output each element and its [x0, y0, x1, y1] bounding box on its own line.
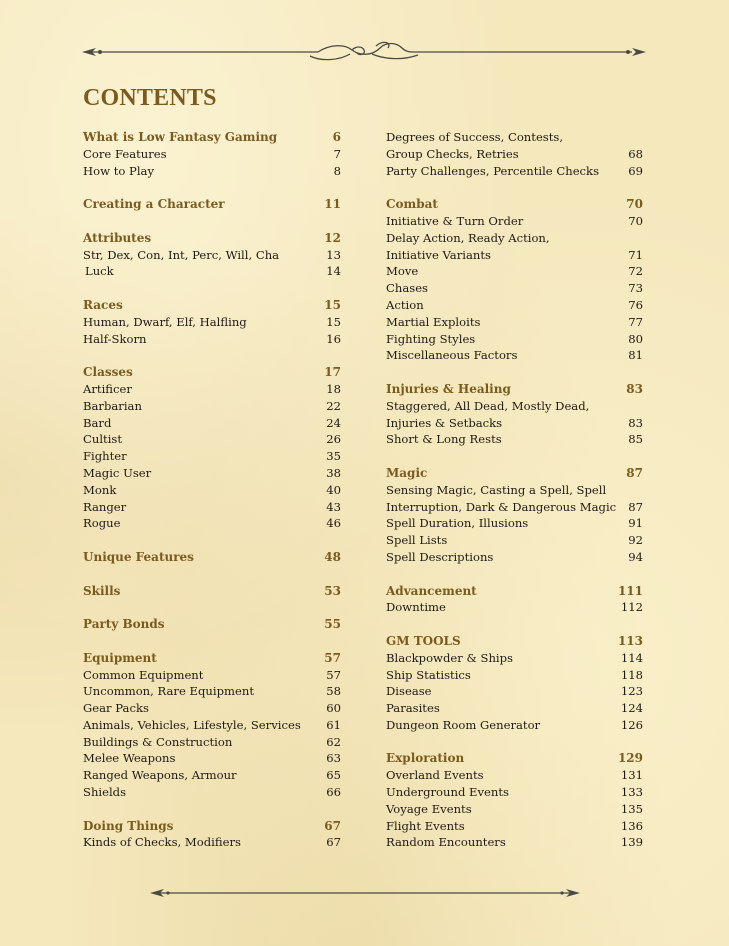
toc-entry-injuries-and-setbacks[interactable] [386, 415, 643, 432]
toc-entry-human-dwarf-elf-halfling[interactable] [83, 314, 341, 331]
toc-page-number: 65 [326, 768, 341, 783]
toc-page-number: 60 [326, 701, 341, 716]
toc-entry-group-checks-retries[interactable] [386, 146, 643, 163]
toc-page-number: 12 [324, 230, 341, 245]
toc-entry-common-equipment[interactable] [83, 667, 341, 684]
toc-entry-underground-events[interactable] [386, 784, 643, 801]
toc-label: Str, Dex, Con, Int, Perc, Will, Cha [83, 247, 280, 262]
toc-entry-core-features[interactable] [83, 146, 341, 163]
toc-label: Melee Weapons [83, 751, 176, 766]
toc-label: Degrees of Success, Contests, [386, 130, 564, 144]
toc-entry-str-dex-con-int-perc-will-cha[interactable] [83, 247, 341, 264]
toc-page-number: 57 [324, 650, 341, 665]
toc-label: Party Challenges, Percentile Checks [386, 163, 600, 178]
toc-section-advancement[interactable] [386, 583, 643, 600]
toc-spacer [83, 532, 341, 549]
toc-spacer [83, 347, 341, 364]
toc-page-number: 17 [324, 365, 341, 380]
toc-page-number: 94 [628, 549, 643, 564]
toc-label: Party Bonds [83, 617, 165, 632]
toc-label: What is Low Fantasy Gaming [83, 130, 278, 144]
toc-label: Sensing Magic, Casting a Spell, Spell [386, 482, 607, 497]
toc-section-equipment[interactable] [83, 650, 341, 667]
toc-page-number: 67 [324, 818, 341, 833]
toc-entry-barbarian[interactable] [83, 398, 341, 415]
toc-page-number: 22 [326, 398, 341, 413]
toc-page-number: 67 [326, 835, 341, 850]
toc-spacer [386, 566, 643, 583]
toc-section-injuries-and-healing[interactable] [386, 381, 643, 398]
toc-page-number: 40 [326, 482, 341, 497]
toc-label: Ship Statistics [386, 667, 471, 682]
toc-label: Ranged Weapons, Armour [83, 768, 237, 783]
toc-page-number: 24 [326, 415, 341, 430]
toc-label: Blackpowder & Ships [386, 650, 513, 665]
toc-label: Short & Long Rests [386, 432, 502, 447]
toc-spacer [386, 364, 643, 381]
toc-page-number: 85 [628, 432, 643, 447]
toc-section-attributes[interactable] [83, 230, 341, 247]
toc-page-number: 38 [326, 465, 341, 480]
toc-page-number: 83 [628, 415, 643, 430]
toc-page-number: 83 [626, 381, 643, 396]
toc-page-number: 135 [620, 801, 643, 816]
toc-page-number: 11 [324, 197, 341, 212]
toc-label: Cultist [83, 432, 123, 447]
toc-page-number: 68 [628, 146, 643, 161]
toc-entry-animals-vehicles-lifestyle-services[interactable] [83, 717, 341, 734]
toc-page-number: 114 [620, 650, 643, 665]
toc-entry-martial-exploits[interactable] [386, 314, 643, 331]
toc-page-number: 124 [620, 701, 643, 716]
toc-page-number: 35 [326, 449, 341, 464]
toc-page-number: 123 [620, 684, 643, 699]
toc-label: Monk [83, 482, 117, 497]
toc-label: Advancement [386, 583, 477, 598]
toc-spacer [83, 566, 341, 583]
toc-label: Dungeon Room Generator [386, 717, 541, 732]
toc-label: Random Encounters [386, 835, 506, 850]
toc-label: GM TOOLS [386, 633, 461, 648]
toc-page-number: 71 [628, 247, 643, 262]
toc-label: Unique Features [83, 549, 194, 564]
toc-spacer [83, 633, 341, 650]
toc-label: Delay Action, Ready Action, [386, 230, 550, 245]
toc-label: Spell Duration, Illusions [386, 516, 529, 531]
toc-entry-flight-events[interactable] [386, 818, 643, 835]
toc-entry-rogue[interactable] [83, 515, 341, 532]
toc-entry-cultist[interactable] [83, 431, 341, 448]
toc-entry-half-skorn[interactable] [83, 331, 341, 348]
toc-page-number: 57 [326, 667, 341, 682]
toc-label: Exploration [386, 751, 465, 766]
toc-label: Rogue [83, 516, 121, 531]
toc-label: Initiative & Turn Order [386, 213, 524, 228]
toc-entry-blackpowder-and-ships[interactable] [386, 650, 643, 667]
toc-label: Races [83, 297, 123, 312]
toc-page-number: 70 [628, 213, 643, 228]
toc-page-number: 58 [326, 684, 341, 699]
toc-entry-fighting-styles[interactable] [386, 331, 643, 348]
toc-section-magic[interactable] [386, 465, 643, 482]
toc-page-number: 77 [628, 314, 643, 329]
toc-spacer [386, 616, 643, 633]
toc-entry-magic-user[interactable] [83, 465, 341, 482]
toc-label: Artificer [83, 381, 132, 396]
toc-section-creating-a-character[interactable] [83, 196, 341, 213]
toc-section-races[interactable] [83, 297, 341, 314]
toc-section-gm-tools[interactable] [386, 633, 643, 650]
toc-spacer [83, 280, 341, 297]
toc-entry-dungeon-room-generator[interactable] [386, 717, 643, 734]
toc-entry-party-challenges-percentile-checks[interactable] [386, 163, 643, 180]
toc-label: Attributes [83, 230, 152, 245]
toc-label: Spell Descriptions [386, 549, 494, 564]
toc-entry-voyage-events[interactable] [386, 801, 643, 818]
toc-page-number: 87 [628, 499, 643, 514]
toc-entry-initiative-and-turn-order[interactable] [386, 213, 643, 230]
toc-entry-kinds-of-checks-modifiers[interactable] [83, 834, 341, 851]
toc-label: Injuries & Healing [386, 381, 511, 396]
toc-page-number: 111 [617, 583, 643, 598]
toc-entry-degrees-of-success-contests[interactable] [386, 129, 643, 146]
toc-page-number: 26 [326, 432, 341, 447]
toc-page-number: 91 [628, 516, 643, 531]
toc-entry-ship-statistics[interactable] [386, 667, 643, 684]
toc-page-number: 76 [628, 297, 643, 312]
toc-label: Spell Lists [386, 533, 448, 548]
toc-label: Magic [386, 465, 428, 480]
toc-entry-sensing-magic-casting-a-spell-spell[interactable] [386, 482, 643, 499]
toc-label: Barbarian [83, 398, 142, 413]
toc-page-number: 80 [628, 331, 643, 346]
toc-section-what-is-low-fantasy-gaming[interactable] [83, 129, 341, 146]
toc-page-number: 43 [326, 499, 341, 514]
toc-label: Doing Things [83, 818, 174, 833]
toc-spacer [386, 734, 643, 751]
toc-spacer [386, 179, 643, 196]
toc-entry-action[interactable] [386, 297, 643, 314]
toc-entry-short-and-long-rests[interactable] [386, 431, 643, 448]
toc-page-number: 18 [326, 381, 341, 396]
toc-label: Creating a Character [83, 197, 225, 212]
toc-label: Disease [386, 684, 432, 699]
toc-page-number: 14 [326, 264, 341, 279]
toc-page-number: 7 [333, 146, 341, 161]
toc-entry-staggered-all-dead-mostly-dead[interactable] [386, 398, 643, 415]
toc-entry-ranger[interactable] [83, 499, 341, 516]
toc-label: Voyage Events [386, 801, 472, 816]
toc-label: Staggered, All Dead, Mostly Dead, [386, 398, 590, 413]
toc-page-number: 87 [626, 465, 643, 480]
toc-label: Chases [386, 281, 429, 296]
toc-page-number: 48 [324, 549, 341, 564]
toc-page-number: 61 [326, 717, 341, 732]
toc-entry-disease[interactable] [386, 683, 643, 700]
toc-label: Common Equipment [83, 667, 204, 682]
toc-entry-interruption-dark-and-dangerous-magic[interactable] [386, 499, 643, 516]
toc-page-number: 133 [620, 785, 643, 800]
toc-spacer [83, 179, 341, 196]
toc-label: Human, Dwarf, Elf, Halfling [83, 314, 247, 329]
toc-label: Bard [83, 415, 112, 430]
toc-page-number: 69 [628, 163, 643, 178]
page-title: CONTENTS [83, 85, 217, 111]
toc-entry-downtime[interactable] [386, 599, 643, 616]
toc-section-combat[interactable] [386, 196, 643, 213]
toc-page-number: 129 [617, 751, 643, 766]
toc-entry-delay-action-ready-action[interactable] [386, 230, 643, 247]
toc-page-number: 66 [326, 785, 341, 800]
toc-page-number: 63 [326, 751, 341, 766]
toc-label: Underground Events [386, 785, 509, 800]
toc-label: Classes [83, 365, 133, 380]
toc-entry-shields[interactable] [83, 784, 341, 801]
toc-label: Fighter [83, 449, 127, 464]
toc-label: Move [386, 264, 419, 279]
toc-page-number: 70 [626, 197, 643, 212]
toc-entry-monk[interactable] [83, 482, 341, 499]
toc-label: How to Play [83, 163, 154, 178]
toc-entry-uncommon-rare-equipment[interactable] [83, 683, 341, 700]
toc-label: Overland Events [386, 768, 484, 783]
toc-label: Action [386, 297, 424, 312]
toc-label: Buildings & Construction [83, 734, 233, 749]
toc-label: Combat [386, 197, 438, 212]
toc-label: Interruption, Dark & Dangerous Magic [386, 499, 617, 514]
toc-entry-spell-lists[interactable] [386, 532, 643, 549]
toc-label: Ranger [83, 499, 127, 514]
toc-label: Kinds of Checks, Modifiers [83, 835, 241, 850]
toc-page-number: 139 [620, 835, 643, 850]
toc-page-number: 55 [324, 617, 341, 632]
toc-page-number: 73 [628, 281, 643, 296]
toc-page-number: 126 [620, 717, 643, 732]
toc-label: Fighting Styles [386, 331, 476, 346]
toc-page-number: 15 [324, 297, 341, 312]
toc-label: Core Features [83, 146, 167, 161]
toc-spacer [83, 599, 341, 616]
toc-entry-initiative-variants[interactable] [386, 247, 643, 264]
toc-page-number: 118 [620, 667, 643, 682]
toc-spacer [83, 213, 341, 230]
toc-label: Miscellaneous Factors [386, 348, 518, 363]
toc-entry-how-to-play[interactable] [83, 163, 341, 180]
toc-entry-overland-events[interactable] [386, 767, 643, 784]
toc-label: Flight Events [386, 818, 465, 833]
toc-page-number: 136 [620, 818, 643, 833]
toc-entry-buildings-and-construction[interactable] [83, 734, 341, 751]
toc-entry-bard[interactable] [83, 415, 341, 432]
toc-entry-fighter[interactable] [83, 448, 341, 465]
toc-entry-random-encounters[interactable] [386, 834, 643, 851]
toc-label: Uncommon, Rare Equipment [83, 684, 254, 699]
toc-entry-luck[interactable] [83, 263, 341, 280]
toc-entry-spell-descriptions[interactable] [386, 549, 643, 566]
toc-entry-move[interactable] [386, 263, 643, 280]
toc-page-number: 15 [326, 314, 341, 329]
toc-label: Injuries & Setbacks [386, 415, 503, 430]
toc-entry-ranged-weapons-armour[interactable] [83, 767, 341, 784]
toc-label: Magic User [83, 465, 152, 480]
toc-label: Downtime [386, 600, 446, 615]
toc-page-number: 72 [628, 264, 643, 279]
toc-label: Group Checks, Retries [386, 146, 519, 161]
toc-entry-spell-duration-illusions[interactable] [386, 515, 643, 532]
toc-entry-artificer[interactable] [83, 381, 341, 398]
toc-page-number: 16 [326, 331, 341, 346]
toc-page-number: 113 [617, 633, 643, 648]
toc-spacer [83, 801, 341, 818]
toc-section-skills[interactable] [83, 583, 341, 600]
bottom-divider-ornament-icon [0, 885, 729, 901]
toc-page-number: 13 [326, 247, 341, 262]
toc-label: Skills [83, 583, 121, 598]
toc-page-number: 62 [326, 734, 341, 749]
toc-page-number: 92 [628, 533, 643, 548]
toc-entry-parasites[interactable] [386, 700, 643, 717]
toc-spacer [386, 448, 643, 465]
toc-page-number: 81 [628, 348, 643, 363]
toc-label: Animals, Vehicles, Lifestyle, Services [83, 717, 301, 732]
toc-page-number: 46 [326, 516, 341, 531]
toc-label: Parasites [386, 701, 440, 716]
toc-label: Initiative Variants [386, 247, 491, 262]
toc-page-number: 112 [620, 600, 643, 615]
toc-label: Martial Exploits [386, 314, 481, 329]
toc-page-number: 6 [332, 130, 341, 144]
toc-label: Shields [83, 785, 127, 800]
toc-entry-chases[interactable] [386, 280, 643, 297]
toc-entry-melee-weapons[interactable] [83, 750, 341, 767]
toc-label: Luck [85, 264, 114, 279]
toc-section-exploration[interactable] [386, 750, 643, 767]
toc-right-column [386, 129, 643, 851]
toc-label: Gear Packs [83, 701, 149, 716]
toc-entry-gear-packs[interactable] [83, 700, 341, 717]
toc-left-column [83, 129, 341, 851]
top-scroll-ornament-icon [0, 38, 729, 68]
toc-section-party-bonds[interactable] [83, 616, 341, 633]
toc-entry-miscellaneous-factors[interactable] [386, 347, 643, 364]
toc-label: Half-Skorn [83, 331, 147, 346]
toc-page-number: 8 [333, 163, 341, 178]
toc-section-classes[interactable] [83, 364, 341, 381]
toc-label: Equipment [83, 650, 157, 665]
toc-section-doing-things[interactable] [83, 818, 341, 835]
toc-page-number: 131 [620, 768, 643, 783]
toc-page-number: 53 [324, 583, 341, 598]
toc-section-unique-features[interactable] [83, 549, 341, 566]
